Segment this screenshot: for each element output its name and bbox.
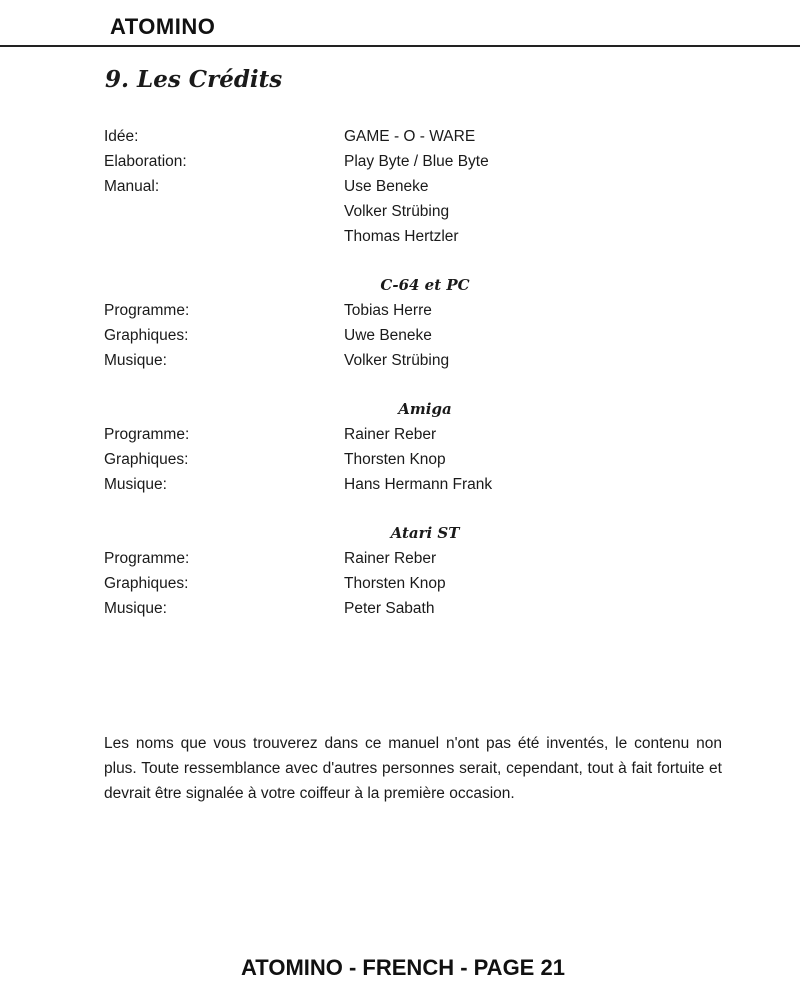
credit-row (0, 323, 800, 348)
footer-text: ATOMINO - FRENCH - PAGE 21 (241, 955, 565, 980)
credit-role: Idée: (104, 128, 139, 145)
credit-row (0, 199, 800, 224)
credit-role: Musique: (104, 600, 167, 617)
credit-row (0, 571, 800, 596)
credit-row (0, 596, 800, 621)
credit-role: Elaboration: (104, 153, 187, 170)
credit-row (0, 149, 800, 174)
credit-name: Volker Strübing (344, 203, 450, 220)
credit-row (0, 348, 800, 373)
credit-role: Programme: (104, 302, 190, 319)
section-heading: 9. Les Crédits (105, 66, 283, 93)
credit-role: Musique: (104, 476, 167, 493)
disclaimer-paragraph: Les noms que vous trouverez dans ce manuel n'ont pas été inventés, le contenu non plus. Toute ressemblance avec d'autres personnes serait, cependant, tout à fait fortuite et devrait être signalée à votre coiffeur à la première occasion. (104, 735, 722, 802)
credit-row (0, 546, 800, 571)
credit-name: Rainer Reber (344, 550, 437, 567)
credit-name: Thorsten Knop (344, 575, 446, 592)
credit-name: Thorsten Knop (344, 451, 446, 468)
credit-row (0, 298, 800, 323)
platform-heading-amiga: Amiga (398, 400, 452, 418)
credit-name: Thomas Hertzler (344, 228, 459, 245)
header-divider (0, 45, 800, 47)
credit-name: Hans Hermann Frank (344, 476, 493, 493)
credit-role: Graphiques: (104, 451, 189, 468)
credit-row (0, 174, 800, 199)
platform-heading-c64-pc: C-64 et PC (380, 276, 470, 294)
credit-role: Programme: (104, 426, 190, 443)
credit-role: Manual: (104, 178, 160, 195)
credit-name: Peter Sabath (344, 600, 435, 617)
credit-row (0, 472, 800, 497)
credit-name: Rainer Reber (344, 426, 437, 443)
credit-row (0, 224, 800, 249)
credit-row (0, 422, 800, 447)
credit-role: Graphiques: (104, 327, 189, 344)
credit-name: Tobias Herre (344, 302, 432, 319)
credit-name: GAME - O - WARE (344, 128, 476, 145)
credit-role: Musique: (104, 352, 167, 369)
credit-name: Uwe Beneke (344, 327, 432, 344)
credit-row (0, 447, 800, 472)
platform-heading-atari-st: Atari ST (390, 524, 460, 542)
page-header-title: ATOMINO (110, 14, 216, 39)
credit-name: Volker Strübing (344, 352, 450, 369)
credit-role: Programme: (104, 550, 190, 567)
credit-role: Graphiques: (104, 575, 189, 592)
credit-name: Play Byte / Blue Byte (344, 153, 489, 170)
credit-row (0, 124, 800, 149)
credit-name: Use Beneke (344, 178, 429, 195)
page-footer (0, 955, 800, 981)
